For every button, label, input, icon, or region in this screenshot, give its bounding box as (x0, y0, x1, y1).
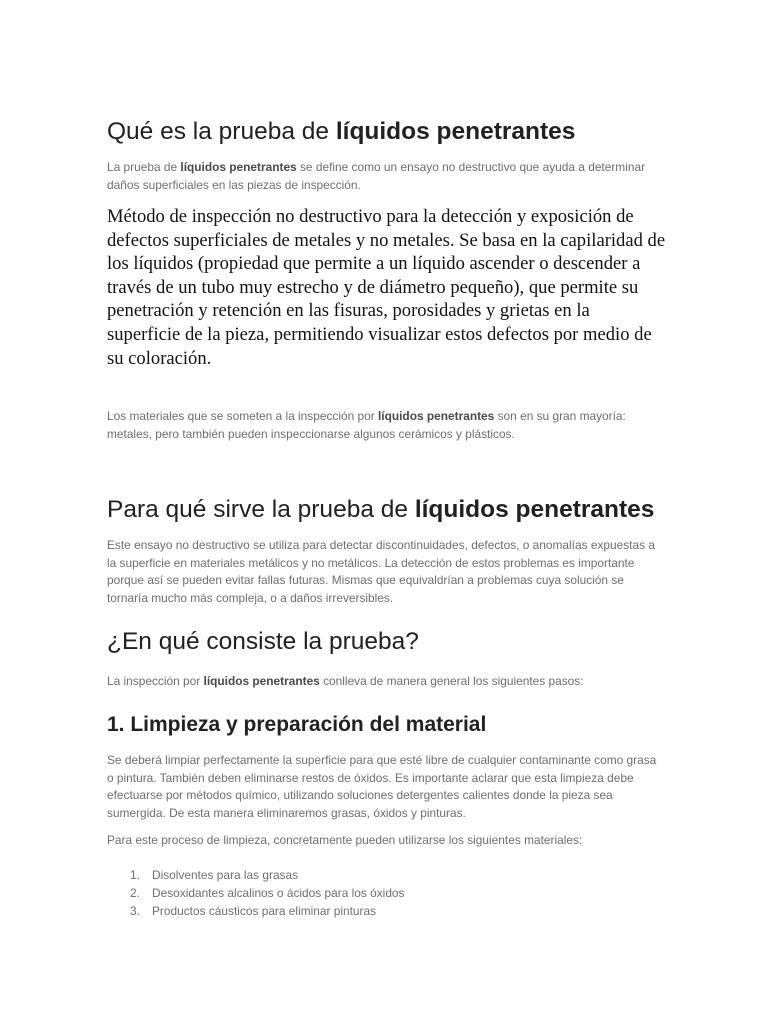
list-item: 1. Disolventes para las grasas (130, 868, 299, 882)
cleaning-materials-intro: Para este proceso de limpieza, concretamente pueden utilizarse los siguientes materiales: (107, 833, 583, 847)
list-item: 2. Desoxidantes alcalinos o ácidos para los óxidos (130, 885, 405, 900)
section-heading-para-que-sirve: Para qué sirve la prueba de líquidos penetrantes (107, 496, 655, 523)
step-1-heading: 1. Limpieza y preparación del material (107, 713, 487, 736)
section-heading-que-es: Qué es la prueba de líquidos penetrantes (107, 118, 576, 145)
list-item: 3. Productos cáusticos para eliminar pinturas (130, 903, 377, 918)
materials-paragraph: Los materiales que se someten a la inspección por líquidos penetrantes son en su gran mayoría: metales, pero también pueden inspeccionarse algunos cerámicos y plásticos. (107, 409, 626, 441)
intro-paragraph: La prueba de líquidos penetrantes se define como un ensayo no destructivo que ayuda a determinar daños superficiales en las piezas de inspección. (107, 160, 646, 192)
steps-intro-paragraph: La inspección por líquidos penetrantes conlleva de manera general los siguientes pasos: (107, 674, 584, 688)
section-heading-en-que-consiste: ¿En qué consiste la prueba? (107, 628, 419, 655)
cleaning-materials-list (130, 867, 405, 920)
definition-paragraph: Método de inspección no destructivo para la detección y exposición de defectos superficiales de metales y no metales. Se basa en la capilaridad de los líquidos (propiedad que permite a un líquido ascender o descender a través de un tubo muy estrecho y de diámetro pequeño), que permite su penetración y retención en las fisuras, porosidades y grietas en la superficie de la pieza, permitiendo visualizar estos defectos por medio de su coloración. (107, 206, 666, 369)
purpose-paragraph: Este ensayo no destructivo se utiliza para detectar discontinuidades, defectos, o anomalías expuestas a la superficie en materiales metálicos y no metálicos. La detección de estos problemas es importante porque así se pueden evitar fallas futuras. Mismas que equivaldrían a problemas cuya solución se tornaría mucho más compleja, o a daños irreversibles. (107, 538, 655, 605)
cleaning-paragraph: Se deberá limpiar perfectamente la superficie para que esté libre de cualquier contaminante como grasa o pintura. También deben eliminarse restos de óxidos. Es importante aclarar que esta limpieza debe efectuarse por métodos químico, utilizando soluciones detergentes calientes donde la pieza sea sumergida. De esta manera eliminaremos grasas, óxidos y pinturas. (107, 753, 657, 820)
